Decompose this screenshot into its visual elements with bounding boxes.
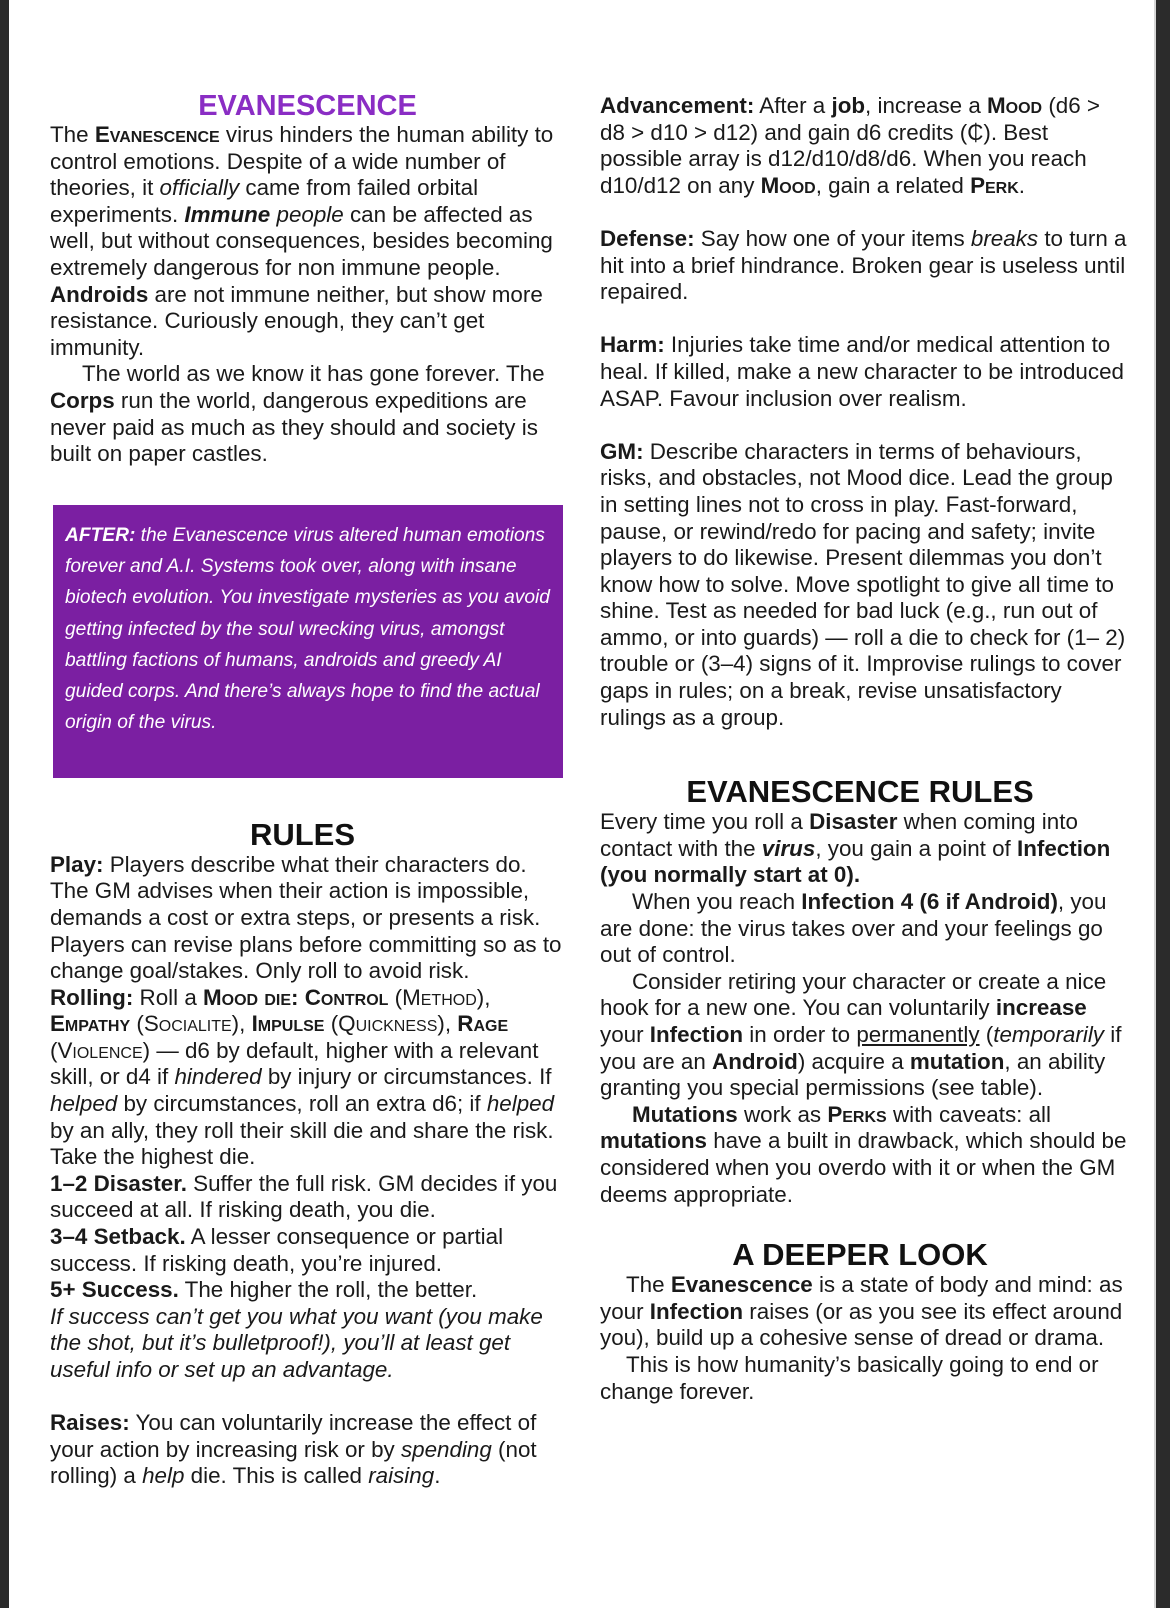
left-page-edge xyxy=(0,0,9,1608)
play-rule: Play: Players describe what their characters do. The GM advises when their action is impossible, demands a cost or extra steps, or presents a risk. Players can revise plans before committing so as to change goal/stakes. Only roll to avoid risk. xyxy=(50,851,562,984)
harm-rule: Harm: Injuries take time and/or medical attention to heal. If killed, make a new character to be introduced ASAP. Favour inclusion over realism. xyxy=(600,332,1124,411)
setback-result: 3–4 Setback. A lesser consequence or partial success. If risking death, you’re injured. xyxy=(50,1224,504,1276)
world-paragraph: The world as we know it has gone forever. The Corps run the world, dangerous expeditions are never paid as much as they should and society is built on paper castles. xyxy=(50,361,545,467)
evanescence-rules-p3: Consider retiring your character or create a nice hook for a new one. You can voluntarily increase your Infection in order to permanently (temporarily if you are an Android) acquire a mutation, an ability granting you special permissions (see table). xyxy=(600,968,1122,1101)
intro-paragraph: The Evanescence virus hinders the human ability to control emotions. Despite of a wide number of theories, it officially came from failed orbital experiments. Immune people can be affected as well, but without consequences, besides becoming extremely dangerous for non immune people. Androids are not immune neither, but show more resistance. Curiously enough, they can’t get immunity. xyxy=(50,122,554,360)
deeper-look-p1: The Evanescence is a state of body and mind: as your Infection raises (or as you see its effect around you), build up a cohesive sense of dread or drama. xyxy=(600,1272,1123,1351)
evanescence-rules-p1: Every time you roll a Disaster when coming into contact with the virus, you gain a point of Infection (you normally start at 0). xyxy=(600,809,1111,888)
evanescence-title: EVANESCENCE xyxy=(198,90,417,122)
raises-rule: Raises: You can voluntarily increase the effect of your action by increasing risk or by spending (not rolling) a help die. This is called raising. xyxy=(50,1410,537,1489)
advancement-rule: Advancement: After a job, increase a Mood (d6 > d8 > d10 > d12) and gain d6 credits (₵). Best possible array is d12/d10/d8/d6. When you reach d10/d12 on any Mood, gain a related Perk. xyxy=(600,93,1101,198)
disaster-result: 1–2 Disaster. Suffer the full risk. GM decides if you succeed at all. If risking death, you die. xyxy=(50,1170,558,1223)
success-result: 5+ Success. The higher the roll, the better. xyxy=(50,1277,478,1303)
deeper-look-title: A DEEPER LOOK xyxy=(732,1237,988,1273)
evanescence-rules-p4: Mutations work as Perks with caveats: all mutations have a built in drawback, which should be considered when you overdo with it or when the GM deems appropriate. xyxy=(600,1101,1127,1207)
rolling-rule: Rolling: Roll a Mood die: Control (Method), Empathy (Socialite), Impulse (Quickness), Rage (Violence) — d6 by default, higher with a relevant skill, or d4 if hindered by injury or circumstances. If helped by circumstances, roll an extra d6; if helped by an ally, they roll their skill die and share the risk. Take the highest die. xyxy=(50,984,555,1170)
after-box xyxy=(53,505,563,778)
rules-title: RULES xyxy=(249,816,356,852)
defense-rule: Defense: Say how one of your items breaks to turn a hit into a brief hindrance. Broken gear is useless until repaired. xyxy=(600,225,1127,305)
success-note: If success can’t get you what you want (you make the shot, but it’s bulletproof!), you’ll at least get useful info or set up an advantage. xyxy=(50,1303,543,1382)
after-text: AFTER: the Evanescence virus altered human emotions forever and A.I. Systems took over, along with insane biotech evolution. You investigate mysteries as you avoid getting infected by the soul wrecking virus, amongst battling factions of humans, androids and greedy AI guided corps. And there’s always hope to find the actual origin of the virus. xyxy=(65,525,550,734)
evanescence-rules-title: EVANESCENCE RULES xyxy=(686,774,1034,810)
right-page-edge xyxy=(1156,0,1170,1608)
deeper-look-p2: This is how humanity’s basically going to end or change forever. xyxy=(600,1351,1099,1404)
gm-rule: GM: Describe characters in terms of behaviours, risks, and obstacles, not Mood dice. Lead the group in setting lines not to cross in play. Fast-forward, pause, or rewind/redo for pacing and safety; invite players to do likewise. Present dilemmas you don’t know how to solve. Move spotlight to give all time to shine. Test as needed for bad luck (e.g., run out of ammo, or into guards) — roll a die to check for (1– 2) trouble or (3–4) signs of it. Improvise rulings to cover gaps in rules; on a break, revise unsatisfactory rulings as a group. xyxy=(600,438,1126,730)
evanescence-rules-p2: When you reach Infection 4 (6 if Android), you are done: the virus takes over and your feelings go out of control. xyxy=(600,889,1107,968)
right-column xyxy=(600,0,1130,1405)
